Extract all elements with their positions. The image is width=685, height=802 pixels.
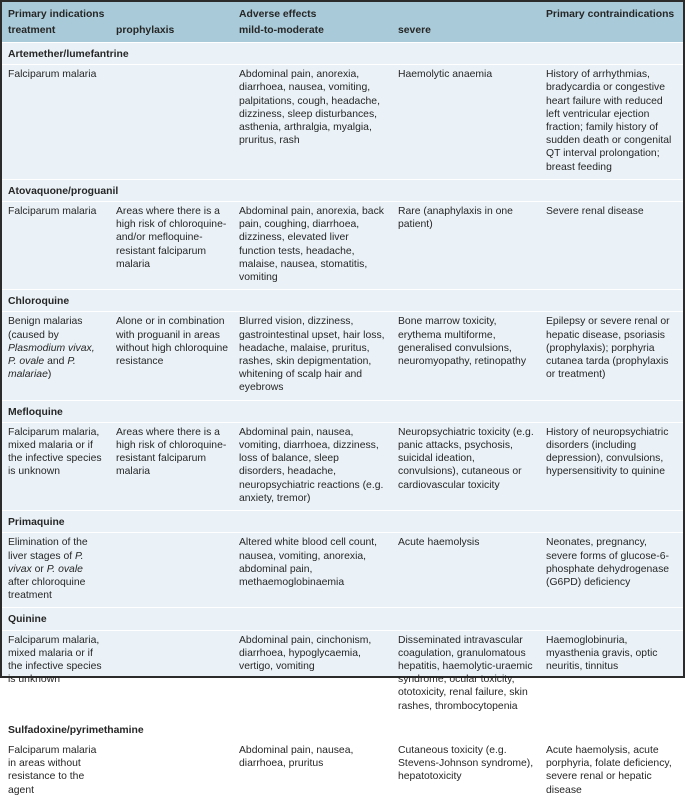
drug-name-row (2, 718, 683, 740)
drug-name-row (2, 43, 683, 65)
table-row (2, 533, 683, 608)
prophylaxis-cell: Areas where there is a high risk of chloroquine-resistant falciparum malaria (110, 422, 233, 510)
prophylaxis-cell (110, 65, 233, 180)
prophylaxis-cell: Alone or in combination with proguanil in areas without high chloroquine resistance (110, 312, 233, 400)
mild-effects-cell: Abdominal pain, nausea, vomiting, diarrhoea, dizziness, loss of balance, sleep disorders, headache, neuropsychiatric reactions (e.g. anxiety, tremor) (233, 422, 392, 510)
drug-name-row (2, 400, 683, 422)
contraindications-cell: Epilepsy or severe renal or hepatic disease, psoriasis (prophylaxis); porphyria cutanea tarda (prophylaxis or treatment) (540, 312, 683, 400)
contraindications-cell: Haemoglobinuria, myasthenia gravis, optic neuritis, tinnitus (540, 630, 683, 718)
severe-effects-cell: Neuropsychiatric toxicity (e.g. panic attacks, psychosis, suicidal ideation, convulsions), cutaneous or cardiovascular toxicity (392, 422, 540, 510)
drug-name-row (2, 511, 683, 533)
header-mild-to-moderate: mild-to-moderate (239, 24, 324, 36)
mild-effects-cell: Abdominal pain, anorexia, back pain, coughing, diarrhoea, dizziness, elevated liver function tests, headache, malaise, nausea, stomatitis, vomiting (233, 202, 392, 290)
treatment-cell: Elimination of the liver stages of P. vivax or P. ovale after chloroquine treatment (2, 533, 110, 608)
table-row (2, 65, 683, 180)
table-row (2, 202, 683, 290)
drug-name: Sulfadoxine/pyrimethamine (2, 718, 683, 740)
header-adverse-effects: Adverse effects (239, 8, 317, 20)
prophylaxis-cell (110, 630, 233, 718)
treatment-cell: Benign malarias (caused by Plasmodium vivax, P. ovale and P. malariae) (2, 312, 110, 400)
drug-name-row (2, 179, 683, 201)
drug-name: Chloroquine (2, 290, 683, 312)
mild-effects-cell: Altered white blood cell count, nausea, vomiting, anorexia, abdominal pain, methaemoglobinaemia (233, 533, 392, 608)
drug-name: Artemether/lumefantrine (2, 43, 683, 65)
mild-effects-cell: Blurred vision, dizziness, gastrointestinal upset, hair loss, headache, malaise, pruritus, rashes, skin depigmentation, whitening of scalp hair and eyebrows (233, 312, 392, 400)
prophylaxis-cell (110, 740, 233, 801)
header-treatment: treatment (8, 24, 56, 36)
header-prophylaxis: prophylaxis (116, 24, 175, 36)
drug-table (2, 2, 683, 802)
prophylaxis-cell: Areas where there is a high risk of chloroquine- and/or mefloquine-resistant falciparum malaria (110, 202, 233, 290)
table-row (2, 312, 683, 400)
drug-name-row (2, 290, 683, 312)
table-row (2, 630, 683, 718)
table-header (2, 2, 683, 43)
header-group-row (2, 2, 683, 21)
contraindications-cell: History of neuropsychiatric disorders (including depression), convulsions, hypersensitivity to quinine (540, 422, 683, 510)
header-primary-contraindications: Primary contraindications (546, 8, 675, 20)
contraindications-cell: Acute haemolysis, acute porphyria, folate deficiency, severe renal or hepatic disease (540, 740, 683, 801)
severe-effects-cell: Haemolytic anaemia (392, 65, 540, 180)
header-severe: severe (398, 24, 431, 36)
drug-name: Quinine (2, 608, 683, 630)
severe-effects-cell: Acute haemolysis (392, 533, 540, 608)
severe-effects-cell: Rare (anaphylaxis in one patient) (392, 202, 540, 290)
table-row (2, 422, 683, 510)
drug-name: Atovaquone/proguanil (2, 179, 683, 201)
species-name: P. ovale (46, 563, 83, 575)
species-name: Plasmodium vivax, P. ovale (8, 342, 95, 368)
mild-effects-cell: Abdominal pain, anorexia, diarrhoea, nausea, vomiting, palpitations, cough, headache, dizziness, sleep disturbances, asthenia, arthralgia, myalgia, pruritus, rash (233, 65, 392, 180)
drug-name: Mefloquine (2, 400, 683, 422)
species-name: P. malariae (8, 356, 76, 381)
treatment-cell: Falciparum malaria, mixed malaria or if the infective species is unknown (2, 630, 110, 718)
header-column-row (2, 21, 683, 43)
contraindications-cell: Severe renal disease (540, 202, 683, 290)
treatment-cell: Falciparum malaria (2, 202, 110, 290)
table-row (2, 740, 683, 801)
contraindications-cell: History of arrhythmias, bradycardia or congestive heart failure with reduced left ventricular ejection fraction; family history of sudden death or congenital QT interval prolongation; breast feeding (540, 65, 683, 180)
severe-effects-cell: Bone marrow toxicity, erythema multiforme, generalised convulsions, neuromyopathy, retinopathy (392, 312, 540, 400)
treatment-cell: Falciparum malaria (2, 65, 110, 180)
header-contraindications-blank (540, 21, 683, 43)
mild-effects-cell: Abdominal pain, cinchonism, diarrhoea, hypoglycaemia, vertigo, vomiting (233, 630, 392, 718)
drug-name: Primaquine (2, 511, 683, 533)
species-name: P. vivax (8, 550, 84, 575)
treatment-cell: Falciparum malaria, mixed malaria or if the infective species is unknown (2, 422, 110, 510)
header-primary-indications: Primary indications (8, 8, 105, 20)
table-body (2, 43, 683, 802)
severe-effects-cell: Cutaneous toxicity (e.g. Stevens-Johnson syndrome), hepatotoxicity (392, 740, 540, 801)
mild-effects-cell: Abdominal pain, nausea, diarrhoea, pruritus (233, 740, 392, 801)
prophylaxis-cell (110, 533, 233, 608)
contraindications-cell: Neonates, pregnancy, severe forms of glucose-6-phosphate dehydrogenase (G6PD) deficiency (540, 533, 683, 608)
drug-name-row (2, 608, 683, 630)
treatment-cell: Falciparum malaria in areas without resistance to the agent (2, 740, 110, 801)
severe-effects-cell: Disseminated intravascular coagulation, granulomatous hepatitis, haemolytic-uraemic syndrome, ocular toxicity, ototoxicity, renal failure, skin rashes, thrombocytopenia (392, 630, 540, 718)
